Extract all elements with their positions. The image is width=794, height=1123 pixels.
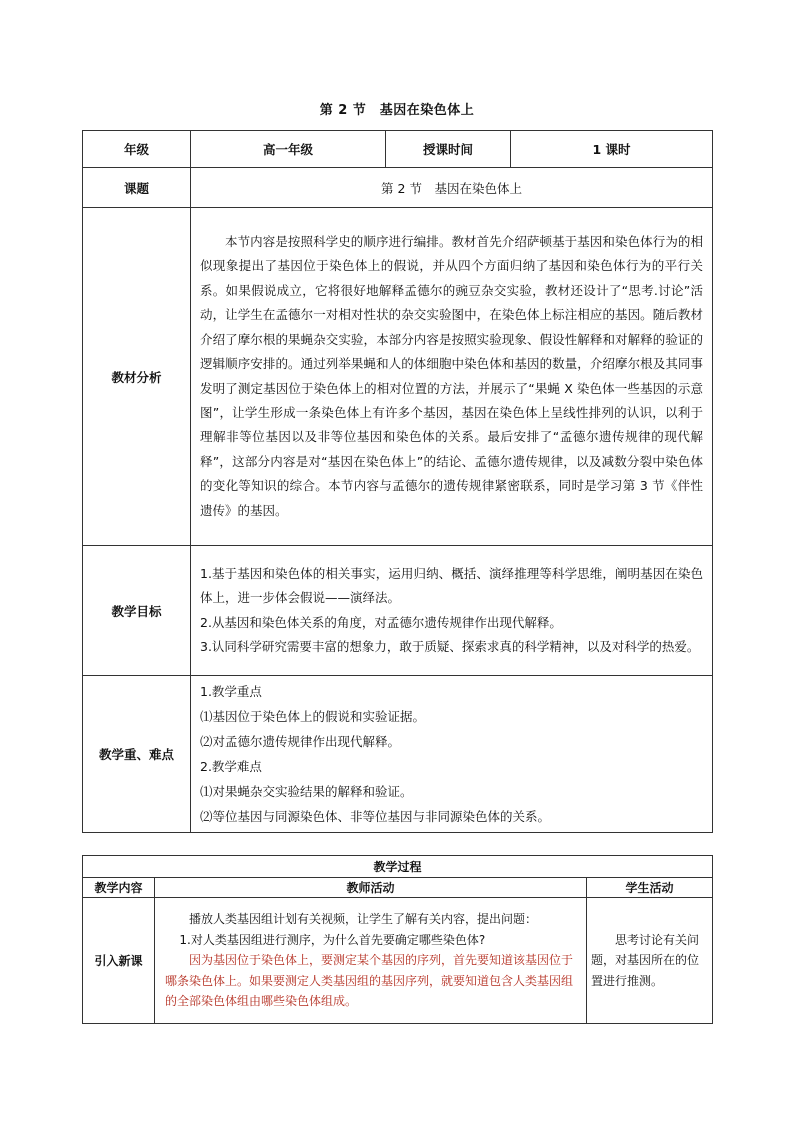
keypoint-line: ⑵等位基因与同源染色体、非等位基因与非同源染色体的关系。	[200, 809, 551, 824]
lesson-info-table	[82, 130, 713, 833]
goals-row	[83, 546, 713, 676]
time-label: 授课时间	[386, 131, 511, 168]
analysis-row	[83, 208, 713, 546]
keypoints-label: 教学重、难点	[83, 676, 191, 833]
teacher-intro: 播放人类基因组计划有关视频，让学生了解有关内容，提出问题：	[189, 912, 538, 927]
process-table	[82, 855, 713, 1024]
analysis-label: 教材分析	[83, 208, 191, 546]
teacher-question: 1.对人类基因组进行测序，为什么首先要确定哪些染色体?	[179, 932, 486, 947]
keypoint-line: 1.教学重点	[200, 684, 262, 699]
page-title: 第 2 节 基因在染色体上	[319, 103, 475, 118]
keypoints-row	[83, 676, 713, 833]
topic-row	[83, 168, 713, 208]
process-header-row	[83, 878, 713, 898]
teacher-answer: 因为基因位于染色体上，要测定某个基因的序列，首先要知道该基因位于哪条染色体上。如果要测定人类基因组的基因序列，就要知道包含人类基因组的全部染色体组由哪些染色体组成。	[165, 953, 574, 1009]
goal-item: 3.认同科学研究需要丰富的想象力，敢于质疑、探索求真的科学精神，以及对科学的热爱。	[200, 638, 700, 654]
goal-item: 2.从基因和染色体关系的角度，对孟德尔遗传规律作出现代解释。	[200, 614, 562, 630]
topic-label: 课题	[83, 168, 191, 208]
keypoint-line: 2.教学难点	[200, 759, 262, 774]
grade-row	[83, 131, 713, 168]
analysis-cell	[191, 208, 713, 546]
student-activity: 思考讨论有关问题，对基因所在的位置进行推测。	[591, 932, 700, 988]
keypoint-line: ⑴基因位于染色体上的假说和实验证据。	[200, 709, 426, 724]
process-title-row	[83, 856, 713, 878]
goals-cell	[191, 546, 713, 676]
keypoint-line: ⑵对孟德尔遗传规律作出现代解释。	[200, 734, 401, 749]
intro-student-cell	[587, 898, 713, 1024]
time-value: 1 课时	[511, 131, 713, 168]
col-student-header: 学生活动	[587, 878, 713, 898]
process-row-intro	[83, 898, 713, 1024]
grade-value: 高一年级	[191, 131, 386, 168]
analysis-text: 本节内容是按照科学史的顺序进行编排。教材首先介绍萨顿基于基因和染色体行为的相似现象提出了基因位于染色体上的假说，并从四个方面归纳了基因和染色体行为的平行关系。如果假说成立，它将很好地解释孟德尔的豌豆杂交实验，教材还设计了“思考.讨论”活动，让学生在孟德尔一对相对性状的杂交实验图中，在染色体上标注相应的基因。随后教材介绍了摩尔根的果蝇杂交实验，本部分内容是按照实验现象、假设性解释和对解释的验证的逻辑顺序安排的。通过列举果蝇和人的体细胞中染色体和基因的数量，介绍摩尔根及其同事发明了测定基因位于染色体上的相对位置的方法，并展示了“果蝇 X 染色体一些基因的示意图”，让学生形成一条染色体上有许多个基因，基因在染色体上呈线性排列的认识，以利于理解非等位基因以及非等位基因和染色体的关系。最后安排了“孟德尔遗传规律的现代解释”，这部分内容是对“基因在染色体上”的结论、孟德尔遗传规律，以及减数分裂中染色体的变化等知识的综合。本节内容与孟德尔的遗传规律紧密联系，同时是学习第 3 节《伴性遗传》的基因。	[200, 234, 703, 518]
goals-label: 教学目标	[83, 546, 191, 676]
goal-item: 1.基于基因和染色体的相关事实，运用归纳、概括、演绎推理等科学思维，阐明基因在染色体上，进一步体会假说——演绎法。	[200, 565, 703, 606]
topic-value: 第 2 节 基因在染色体上	[191, 168, 713, 208]
grade-label: 年级	[83, 131, 191, 168]
col-teacher-header: 教师活动	[155, 878, 587, 898]
intro-teacher-cell	[155, 898, 587, 1024]
intro-content-label: 引入新课	[83, 898, 155, 1024]
col-content-header: 教学内容	[83, 878, 155, 898]
keypoints-cell	[191, 676, 713, 833]
process-title: 教学过程	[83, 856, 713, 878]
keypoint-line: ⑴对果蝇杂交实验结果的解释和验证。	[200, 784, 413, 799]
